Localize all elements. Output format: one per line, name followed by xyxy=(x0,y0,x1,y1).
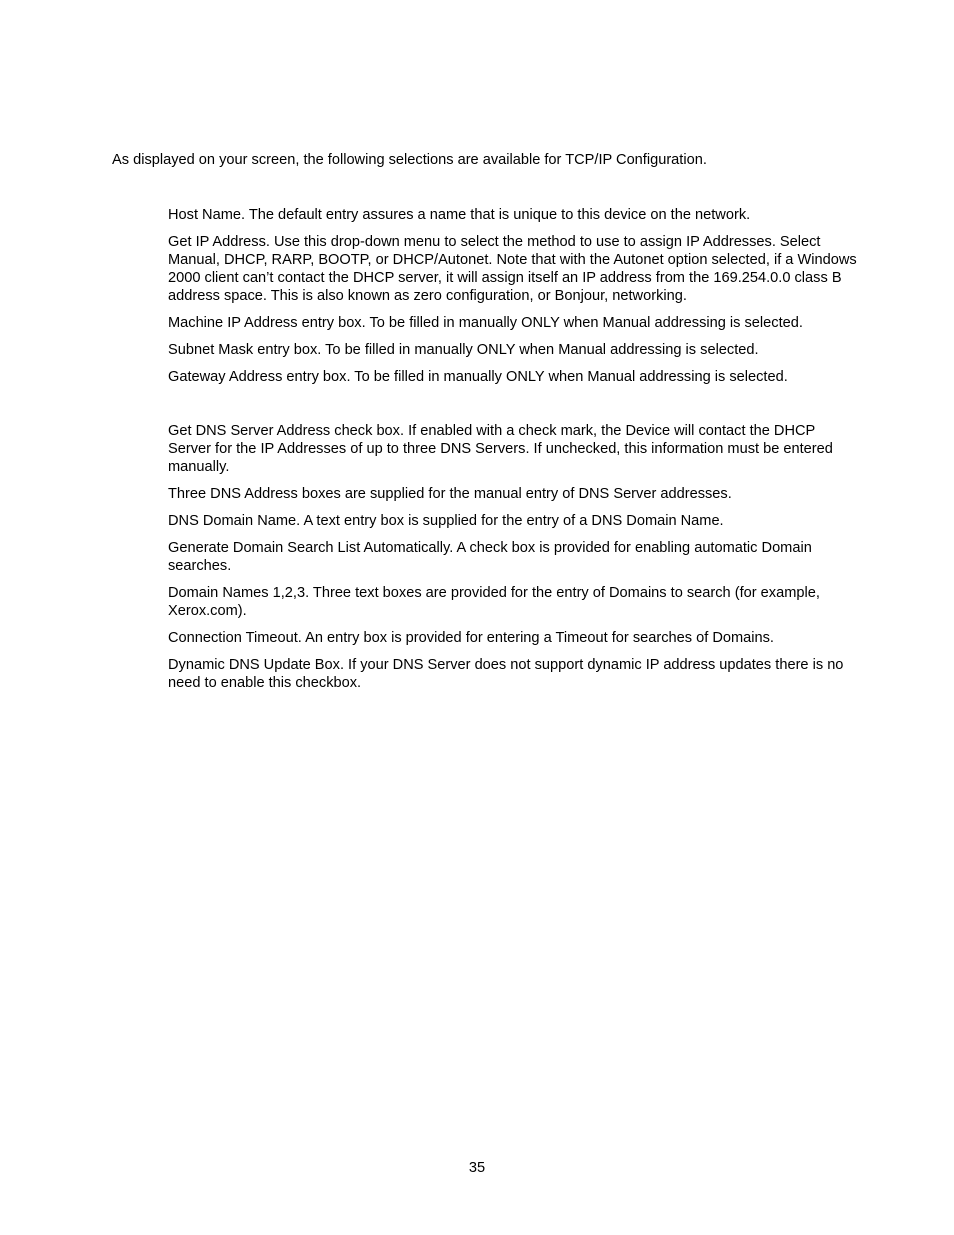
list-item-connection-timeout: Connection Timeout. An entry box is provided for entering a Timeout for searches of Domains. xyxy=(168,630,774,646)
list-item-gateway-address: Gateway Address entry box. To be filled in manually ONLY when Manual addressing is selected. xyxy=(168,369,788,385)
tcpip-selection-list xyxy=(168,206,858,701)
list-item-subnet-mask: Subnet Mask entry box. To be filled in manually ONLY when Manual addressing is selected. xyxy=(168,342,759,358)
list-item-dns-address-boxes: Three DNS Address boxes are supplied for the manual entry of DNS Server addresses. xyxy=(168,486,732,502)
list-item-machine-ip-address: Machine IP Address entry box. To be filled in manually ONLY when Manual addressing is selected. xyxy=(168,315,803,331)
list-item-get-dns-server-address: Get DNS Server Address check box. If enabled with a check mark, the Device will contact the DHCP Server for the IP Addresses of up to three DNS Servers. If unchecked, this information must be entered manually. xyxy=(168,423,833,475)
list-item-dns-domain-name: DNS Domain Name. A text entry box is supplied for the entry of a DNS Domain Name. xyxy=(168,513,724,529)
intro-paragraph: As displayed on your screen, the following selections are available for TCP/IP Configuration. xyxy=(112,152,707,168)
list-item-get-ip-address: Get IP Address. Use this drop-down menu to select the method to use to assign IP Addresses. Select Manual, DHCP, RARP, BOOTP, or DHCP/Autonet. Note that with the Autonet option selected, if a Windows 2000 client can’t contact the DHCP server, it will assign itself an IP address from the 169.254.0.0 class B address space. This is also known as zero configuration, or Bonjour, networking. xyxy=(168,234,857,304)
list-item-dynamic-dns-update: Dynamic DNS Update Box. If your DNS Server does not support dynamic IP address updates there is no need to enable this checkbox. xyxy=(168,657,844,691)
page-number: 35 xyxy=(468,1160,486,1176)
list-item-domain-search-list: Generate Domain Search List Automatically. A check box is provided for enabling automatic Domain searches. xyxy=(168,540,812,574)
list-item-host-name: Host Name. The default entry assures a name that is unique to this device on the network. xyxy=(168,207,751,223)
list-item-domain-names: Domain Names 1,2,3. Three text boxes are provided for the entry of Domains to search (for example, Xerox.com). xyxy=(168,585,820,619)
